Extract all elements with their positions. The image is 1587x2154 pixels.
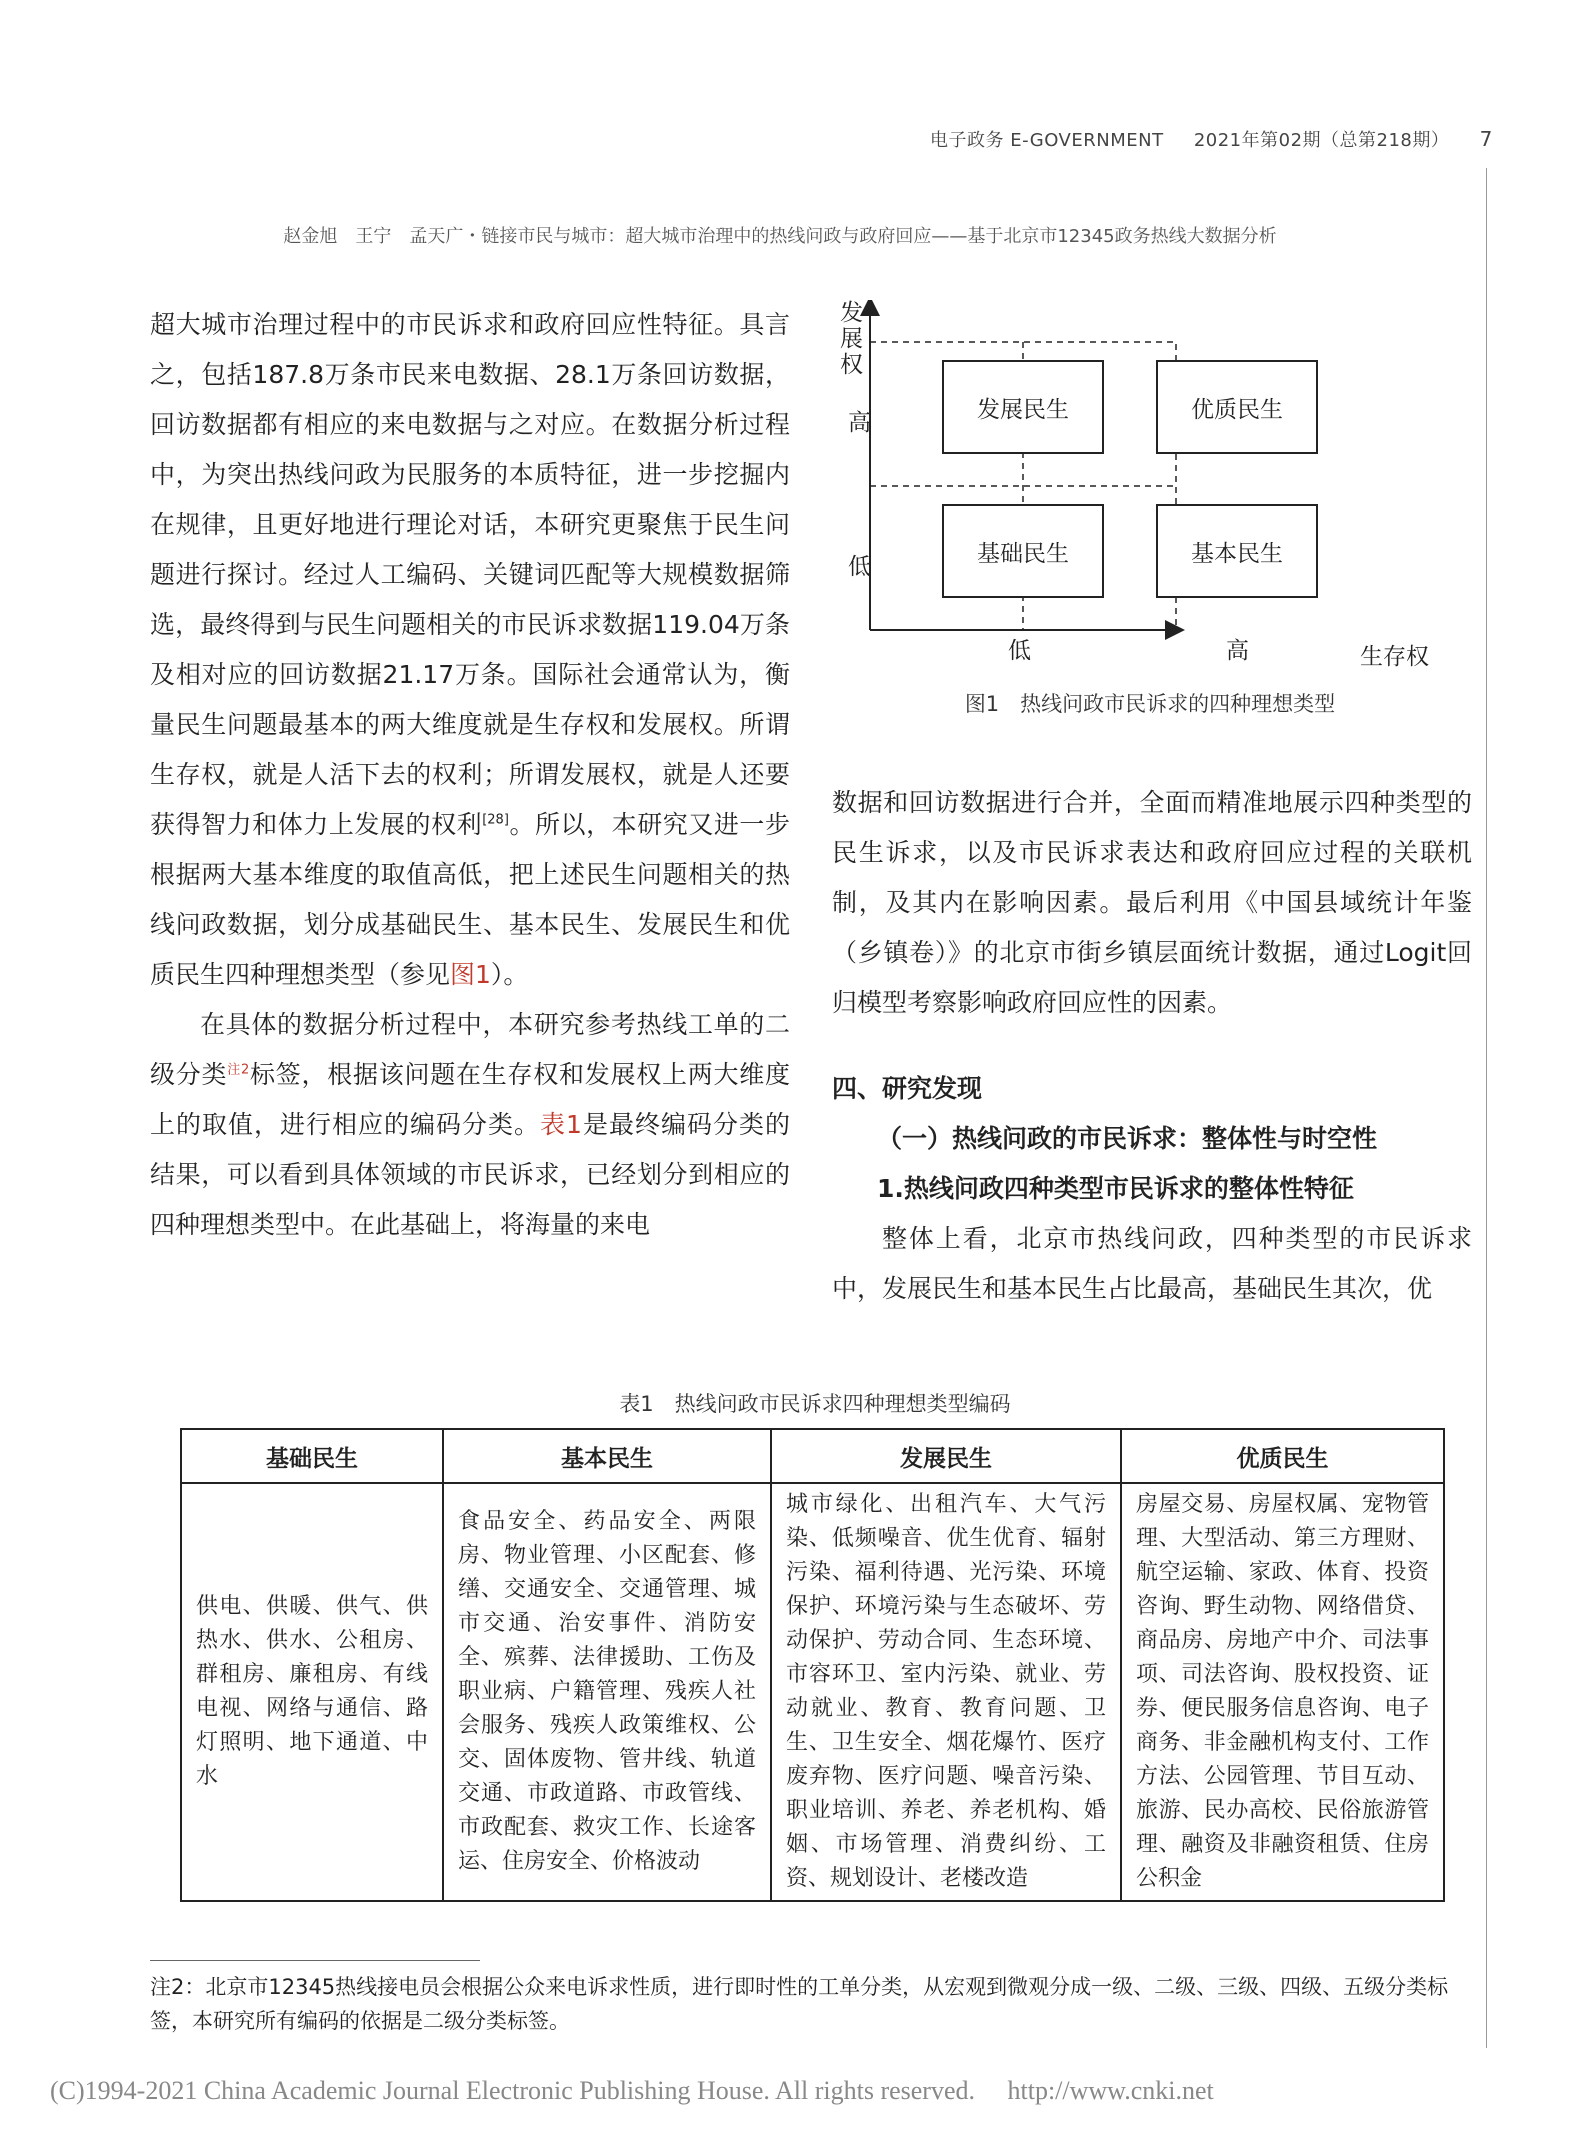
column-header: 优质民生: [1121, 1429, 1444, 1483]
subsubsection-heading: 1.热线问政四种类型市民诉求的整体性特征: [877, 1174, 1354, 1203]
y-low-label: 低: [848, 554, 871, 580]
quadrant-diagram: [830, 300, 1470, 680]
paragraph: [150, 1000, 790, 1250]
paragraph: 整体上看，北京市热线问政，四种类型的市民诉求中，发展民生和基本民生占比最高，基础民生其次，优: [832, 1224, 1472, 1303]
subsection-heading: （一）热线问政的市民诉求：整体性与时空性: [877, 1124, 1378, 1153]
text-span: 。所以，本研究又进一步根据两大基本维度的取值高低，把上述民生问题相关的热线问政数据，划分成基础民生、基本民生、发展民生和优质民生四种理想类型（参见: [150, 810, 790, 989]
footnote-rule: [150, 1960, 480, 1961]
table-row: [181, 1483, 1444, 1901]
margin-rule: [1486, 168, 1487, 2048]
table-header-row: [181, 1429, 1444, 1483]
table-cell: 房屋交易、房屋权属、宠物管理、大型活动、第三方理财、航空运输、家政、体育、投资咨询、野生动物、网络借贷、商品房、房地产中介、司法事项、司法咨询、股权投资、证券、便民服务信息咨询、电子商务、非金融机构支付、工作方法、公园管理、节目互动、旅游、民办高校、民俗旅游管理、融资及非融资租赁、住房公积金: [1121, 1483, 1444, 1901]
section-heading: 四、研究发现: [832, 1074, 983, 1103]
running-title: 赵金旭 王宁 孟天广・链接市民与城市：超大城市治理中的热线问政与政府回应——基于北京市12345政务热线大数据分析: [283, 226, 1277, 247]
y-high-label: 高: [848, 410, 871, 436]
coding-table: [180, 1428, 1445, 1902]
quadrant-bottom-left: 基础民生: [942, 504, 1104, 598]
footnote: 注2：北京市12345热线接电员会根据公众来电诉求性质，进行即时性的工单分类，从宏观到微观分成一级、二级、三级、四级、五级分类标签，本研究所有编码的依据是二级分类标签。: [150, 1975, 1449, 2033]
journal-header: [930, 126, 1493, 152]
left-column: [150, 300, 790, 1250]
copyright-line: (C)1994-2021 China Academic Journal Electronic Publishing House. All rights reserved. http://www.cnki.net: [50, 2076, 1214, 2105]
table-link[interactable]: 表1: [540, 1110, 582, 1139]
x-low-label: 低: [1008, 638, 1031, 664]
text-span: ）。: [490, 960, 529, 989]
x-high-label: 高: [1226, 638, 1249, 664]
quadrant-top-right: 优质民生: [1156, 360, 1318, 454]
column-header: 基本民生: [443, 1429, 771, 1483]
column-header: 发展民生: [771, 1429, 1121, 1483]
quadrant-top-left: 发展民生: [942, 360, 1104, 454]
figure-link[interactable]: 图1: [450, 960, 491, 989]
journal-issue: 2021年第02期（总第218期）: [1193, 130, 1450, 151]
table-caption: 表1 热线问政市民诉求四种理想类型编码: [619, 1392, 1011, 1416]
table-cell: 城市绿化、出租汽车、大气污染、低频噪音、优生优育、辐射污染、福利待遇、光污染、环境保护、环境污染与生态破坏、劳动保护、劳动合同、生态环境、市容环卫、室内污染、就业、劳动就业、教育、教育问题、卫生、卫生安全、烟花爆竹、医疗废弃物、医疗问题、噪音污染、职业培训、养老、养老机构、婚姻、市场管理、消费纠纷、工资、规划设计、老楼改造: [771, 1483, 1121, 1901]
column-header: 基础民生: [181, 1429, 443, 1483]
citation[interactable]: [28]: [482, 812, 509, 828]
paragraph: [150, 300, 790, 1000]
figure-caption: 图1 热线问政市民诉求的四种理想类型: [964, 692, 1336, 716]
quadrant-bottom-right: 基本民生: [1156, 504, 1318, 598]
page-number: 7: [1479, 127, 1493, 151]
text-span: 超大城市治理过程中的市民诉求和政府回应性特征。具言之，包括187.8万条市民来电数据、28.1万条回访数据，回访数据都有相应的来电数据与之对应。在数据分析过程中，为突出热线问政为民服务的本质特征，进一步挖掘内在规律，且更好地进行理论对话，本研究更聚焦于民生问题进行探讨。经过人工编码、关键词匹配等大规模数据筛选，最终得到与民生问题相关的市民诉求数据119.04万条及相对应的回访数据21.17万条。国际社会通常认为，衡量民生问题最基本的两大维度就是生存权和发展权。所谓生存权，就是人活下去的权利；所谓发展权，就是人还要获得智力和体力上发展的权利: [150, 310, 790, 839]
x-axis-label: 生存权: [1360, 644, 1429, 670]
journal-name: 电子政务 E-GOVERNMENT: [930, 130, 1164, 151]
text-span: 标签，根据该问题在生存权和发展权上两大维度上的取值，进行相应的编码分类。: [150, 1060, 790, 1139]
table-cell: 食品安全、药品安全、两限房、物业管理、小区配套、修缮、交通安全、交通管理、城市交通、治安事件、消防安全、殡葬、法律援助、工伤及职业病、户籍管理、残疾人社会服务、残疾人政策维权、公交、固体废物、管井线、轨道交通、市政道路、市政管线、市政配套、救灾工作、长途客运、住房安全、价格波动: [443, 1483, 771, 1901]
right-column: [832, 778, 1472, 1314]
figure-1: [830, 300, 1470, 750]
paragraph: 数据和回访数据进行合并，全面而精准地展示四种类型的民生诉求，以及市民诉求表达和政府回应过程的关联机制，及其内在影响因素。最后利用《中国县域统计年鉴（乡镇卷）》的北京市街乡镇层面统计数据，通过Logit回归模型考察影响政府回应性的因素。: [832, 788, 1472, 1017]
table-cell: 供电、供暖、供气、供热水、供水、公租房、群租房、廉租房、有线电视、网络与通信、路灯照明、地下通道、中水: [181, 1483, 443, 1901]
y-axis-label: 发 展 权: [840, 300, 863, 378]
text-span: 是最终编码分类的结果，可以看到具体领域的市民诉求，已经划分到相应的四种理想类型中。在此基础上，将海量的来电: [150, 1110, 790, 1239]
text-span: 在具体的数据分析过程中，本研究参考热线工单的二级分类: [150, 1010, 790, 1089]
footnote-marker[interactable]: 注2: [227, 1062, 250, 1078]
